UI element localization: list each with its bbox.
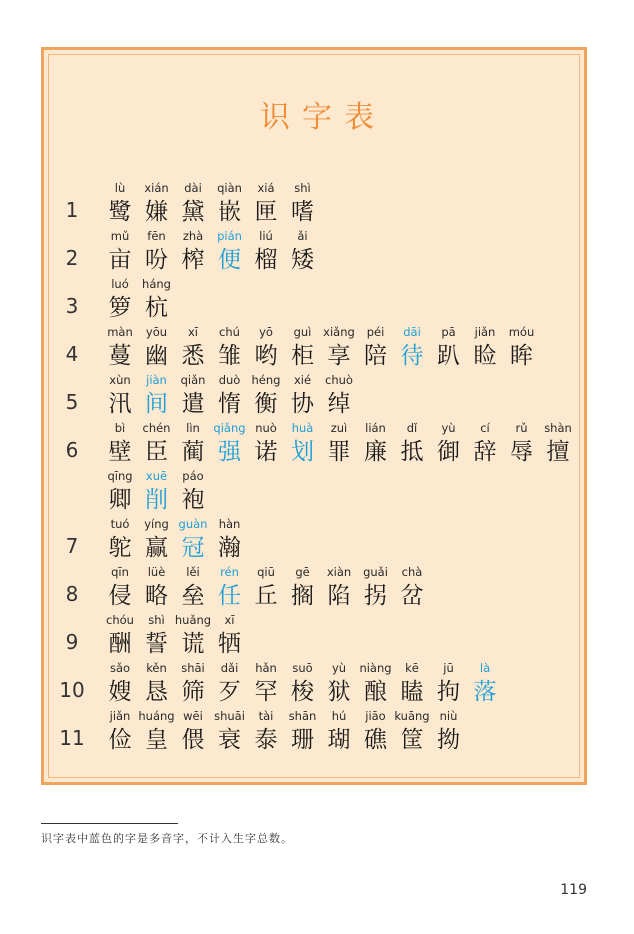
hanzi: 辞 [473,439,497,465]
hanzi: 拘 [437,679,460,705]
hanzi: 瀚 [218,535,241,561]
page-number: 119 [560,882,587,898]
pinyin: xiá [257,181,275,195]
hanzi: 柜 [291,343,314,369]
pinyin: rén [220,565,239,579]
lesson-number: 7 [65,534,79,558]
pinyin: huáng [138,709,175,723]
character-entry [394,564,430,611]
table-row [0,660,634,708]
hanzi: 杭 [145,295,168,321]
hanzi: 强 [218,439,241,465]
hanzi: 筐 [400,727,424,753]
pinyin: niàng [359,661,392,675]
pinyin: chóu [106,613,134,627]
pinyin: wēi [183,709,203,723]
hanzi: 牺 [218,631,241,657]
hanzi: 嵌 [218,199,241,225]
hanzi: 赢 [145,535,168,561]
hanzi: 便 [218,247,241,273]
hanzi: 罕 [254,679,278,705]
hanzi: 泰 [254,727,278,753]
hanzi: 待 [400,343,424,369]
hanzi: 享 [327,343,351,369]
pinyin: háng [142,277,171,291]
character-entry [540,420,576,467]
pinyin: guàn [178,517,208,531]
hanzi: 任 [218,583,241,609]
pinyin: xuē [145,469,168,483]
hanzi: 擅 [546,439,570,465]
hanzi: 皇 [145,727,168,753]
hanzi: 臣 [145,439,168,465]
pinyin: bì [114,421,126,435]
pinyin: gē [295,565,310,579]
pinyin: xié [293,373,312,387]
hanzi: 嫌 [145,199,168,225]
hanzi: 梭 [291,679,314,705]
hanzi: 垒 [181,583,205,609]
hanzi: 拗 [437,727,460,753]
hanzi: 御 [437,439,460,465]
pinyin: chuò [325,373,353,387]
character-entry [212,516,248,563]
pinyin: shān [288,709,317,723]
pinyin: lüè [147,565,166,579]
hanzi: 酬 [108,631,132,657]
pinyin: qīn [111,565,129,579]
hanzi: 哟 [254,343,278,369]
pinyin: shì [148,613,165,627]
hanzi: 榨 [181,247,205,273]
hanzi: 榴 [254,247,278,273]
pinyin: zhà [182,229,204,243]
hanzi: 岔 [400,583,424,609]
pinyin: shì [294,181,311,195]
footnote: 识字表中蓝色的字是多音字，不计入生字总数。 [41,832,293,845]
hanzi: 矮 [291,247,314,273]
pinyin: qiū [257,565,275,579]
pinyin: chú [219,325,240,339]
hanzi: 俭 [108,727,132,753]
hanzi: 丘 [254,583,278,609]
pinyin: yō [259,325,273,339]
table-row [0,420,634,468]
pinyin: huǎng [174,613,212,627]
hanzi: 遣 [181,391,205,417]
pinyin: kěn [146,661,167,675]
hanzi: 划 [291,439,314,465]
pinyin: chén [142,421,171,435]
hanzi: 嗜 [291,199,314,225]
hanzi: 廉 [364,439,387,465]
pinyin: xùn [109,373,131,387]
lesson-number: 5 [65,390,79,414]
pinyin: guì [293,325,312,339]
hanzi: 雏 [218,343,241,369]
pinyin: qiàn [217,181,242,195]
lesson-number: 1 [65,198,79,222]
hanzi: 鸵 [108,535,132,561]
character-entry [212,612,248,659]
hanzi: 间 [145,391,168,417]
hanzi: 陷 [327,583,351,609]
pinyin: luó [111,277,129,291]
pinyin: lù [114,181,126,195]
hanzi: 蔓 [108,343,132,369]
hanzi: 歹 [218,679,241,705]
pinyin: hú [331,709,347,723]
character-entry [175,468,211,515]
pinyin: yù [441,421,456,435]
pinyin: là [479,661,491,675]
hanzi: 誓 [145,631,168,657]
hanzi: 谎 [181,631,205,657]
hanzi: 吩 [145,247,168,273]
hanzi: 诺 [254,439,278,465]
pinyin: jū [443,661,454,675]
pinyin: hàn [218,517,241,531]
hanzi: 鹭 [108,199,132,225]
pinyin: mǔ [110,229,130,243]
polyphone-character [467,660,503,707]
character-entry [285,180,321,227]
pinyin: jiǎn [109,709,131,723]
pinyin: niù [439,709,458,723]
pinyin: xiàn [326,565,352,579]
pinyin: páo [182,469,204,483]
pinyin: liú [259,229,273,243]
pinyin: shuāi [214,709,245,723]
pinyin: duò [218,373,241,387]
pinyin: guǎi [363,565,388,579]
hanzi: 落 [473,679,497,705]
lesson-number: 2 [65,246,79,270]
pinyin: xī [187,325,198,339]
hanzi: 罪 [327,439,351,465]
footnote-rule [41,823,178,824]
pinyin: dāi [403,325,421,339]
pinyin: qīng [107,469,133,483]
pinyin: rǔ [515,421,528,435]
hanzi: 搁 [291,583,314,609]
table-row [0,228,634,276]
hanzi: 抵 [400,439,424,465]
pinyin: lěi [186,565,200,579]
character-entry [431,708,467,755]
hanzi: 珊 [291,727,314,753]
hanzi: 壁 [108,439,132,465]
hanzi: 卿 [108,487,132,513]
hanzi: 嫂 [108,679,132,705]
hanzi: 惰 [218,391,241,417]
hanzi: 汛 [108,391,132,417]
character-entry [139,276,175,323]
pinyin: tài [258,709,274,723]
pinyin: shàn [544,421,572,435]
hanzi: 侵 [108,583,132,609]
hanzi: 筛 [181,679,205,705]
page-title: 识字表 [260,100,386,135]
hanzi: 眸 [510,343,533,369]
pinyin: qiǎng [213,421,246,435]
pinyin: yōu [145,325,168,339]
pinyin: shāi [181,661,205,675]
pinyin: dǎi [220,661,239,675]
pinyin: suō [292,661,313,675]
pinyin: nuò [255,421,277,435]
hanzi: 睑 [473,343,497,369]
hanzi: 瑚 [327,727,351,753]
pinyin: fēn [147,229,166,243]
pinyin: lìn [186,421,200,435]
hanzi: 箩 [108,295,132,321]
pinyin: jiǎn [474,325,496,339]
pinyin: móu [508,325,535,339]
lesson-number: 6 [65,438,79,462]
pinyin: kuāng [394,709,430,723]
table-row [0,516,634,564]
hanzi: 袍 [181,487,205,513]
table-row [0,564,634,612]
pinyin: xián [144,181,169,195]
pinyin: héng [251,373,281,387]
pinyin: huà [291,421,314,435]
hanzi: 匣 [254,199,278,225]
hanzi: 酿 [364,679,387,705]
pinyin: hǎn [255,661,277,675]
lesson-number: 10 [59,678,85,702]
hanzi: 瞌 [400,679,424,705]
hanzi: 略 [145,583,168,609]
hanzi: 协 [291,391,314,417]
table-row [0,612,634,660]
pinyin: tuó [110,517,130,531]
hanzi: 削 [145,487,168,513]
hanzi: 礁 [364,727,387,753]
character-entry [321,372,357,419]
pinyin: chà [401,565,423,579]
pinyin: màn [107,325,133,339]
hanzi: 黛 [181,199,205,225]
table-row [0,372,634,420]
hanzi: 趴 [437,343,460,369]
pinyin: yíng [144,517,169,531]
hanzi: 蔺 [181,439,205,465]
pinyin: xī [224,613,235,627]
pinyin: xiǎng [323,325,355,339]
pinyin: dài [184,181,202,195]
table-row [0,708,634,756]
pinyin: yù [331,661,347,675]
hanzi: 冠 [181,535,205,561]
lesson-number: 3 [65,294,79,318]
character-entry [504,324,540,371]
table-row [0,468,634,516]
table-row [0,180,634,228]
hanzi: 悉 [181,343,205,369]
hanzi: 偎 [181,727,205,753]
table-row [0,276,634,324]
lesson-number: 9 [65,630,79,654]
pinyin: jiāo [365,709,386,723]
hanzi: 亩 [108,247,132,273]
hanzi: 衡 [254,391,278,417]
lesson-number: 8 [65,582,79,606]
pinyin: sǎo [109,661,131,675]
pinyin: cí [480,421,490,435]
lesson-number: 11 [59,726,85,750]
hanzi: 狱 [327,679,351,705]
hanzi: 辱 [510,439,533,465]
pinyin: pián [217,229,242,243]
pinyin: ǎi [297,229,308,243]
hanzi: 衰 [218,727,241,753]
pinyin: lián [365,421,386,435]
pinyin: kē [405,661,419,675]
character-entry [285,228,321,275]
hanzi: 绰 [327,391,351,417]
pinyin: péi [366,325,385,339]
pinyin: qiǎn [180,373,206,387]
hanzi: 恳 [145,679,168,705]
hanzi: 陪 [364,343,387,369]
lesson-number: 4 [65,342,79,366]
pinyin: jiàn [146,373,167,387]
table-row [0,324,634,372]
pinyin: dǐ [406,421,418,435]
pinyin: pā [441,325,456,339]
hanzi: 拐 [364,583,387,609]
hanzi: 幽 [145,343,168,369]
pinyin: zuì [330,421,348,435]
